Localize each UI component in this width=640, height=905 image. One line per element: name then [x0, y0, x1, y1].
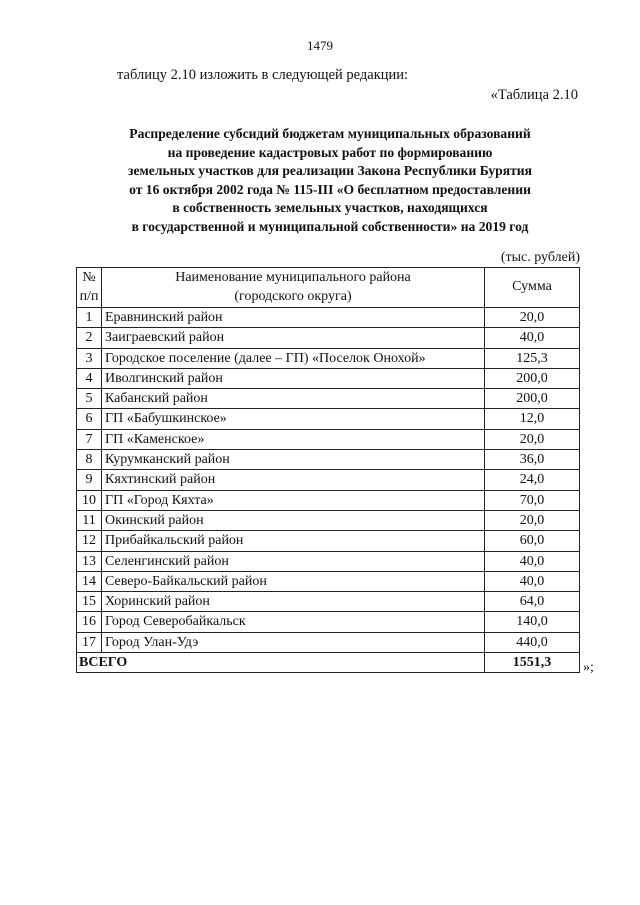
table-row — [77, 571, 580, 591]
row-sum: 70,0 — [485, 490, 580, 510]
row-number: 14 — [77, 571, 102, 591]
row-number: 5 — [77, 389, 102, 409]
row-number: 2 — [77, 328, 102, 348]
header-name-line1: Наименование муниципального района — [175, 270, 411, 285]
row-sum: 140,0 — [485, 612, 580, 632]
total-sum: 1551,3 — [485, 653, 580, 673]
row-sum: 24,0 — [485, 470, 580, 490]
table-row — [77, 450, 580, 470]
row-name: Заиграевский район — [102, 328, 485, 348]
intro-text: таблицу 2.10 изложить в следующей редакции: — [117, 67, 409, 83]
row-name: Хоринский район — [102, 592, 485, 612]
row-number: 4 — [77, 368, 102, 388]
row-sum: 440,0 — [485, 632, 580, 652]
row-sum: 12,0 — [485, 409, 580, 429]
header-number-line1: № — [82, 270, 96, 285]
table-reference: «Таблица 2.10 — [490, 87, 578, 103]
row-sum: 20,0 — [485, 510, 580, 530]
row-number: 3 — [77, 348, 102, 368]
table-row — [77, 389, 580, 409]
title-line: земельных участков для реализации Закона Республики Бурятия — [128, 163, 532, 179]
row-sum: 64,0 — [485, 592, 580, 612]
row-number: 13 — [77, 551, 102, 571]
total-label: ВСЕГО — [77, 653, 485, 673]
table-row — [77, 409, 580, 429]
row-sum: 40,0 — [485, 551, 580, 571]
title-line: от 16 октября 2002 года № 115-III «О бесплатном предоставлении — [129, 181, 531, 197]
row-sum: 200,0 — [485, 389, 580, 409]
row-name: Селенгинский район — [102, 551, 485, 571]
row-name: Прибайкальский район — [102, 531, 485, 551]
row-name: Город Северобайкальск — [102, 612, 485, 632]
row-number: 1 — [77, 308, 102, 328]
table-row — [77, 510, 580, 530]
table-row — [77, 592, 580, 612]
row-number: 7 — [77, 429, 102, 449]
row-sum: 36,0 — [485, 450, 580, 470]
table-row — [77, 632, 580, 652]
title-line: в собственность земельных участков, находящихся — [172, 200, 488, 216]
document-title — [80, 125, 580, 237]
table-header-row — [77, 268, 580, 308]
row-number: 11 — [77, 510, 102, 530]
table-row — [77, 328, 580, 348]
row-sum: 20,0 — [485, 429, 580, 449]
row-sum: 40,0 — [485, 571, 580, 591]
title-line: на проведение кадастровых работ по формированию — [167, 144, 493, 160]
table-row — [77, 470, 580, 490]
row-name: Кяхтинский район — [102, 470, 485, 490]
row-name: Городское поселение (далее – ГП) «Поселок Онохой» — [102, 348, 485, 368]
row-name: Курумканский район — [102, 450, 485, 470]
row-number: 8 — [77, 450, 102, 470]
closing-quote: »; — [583, 660, 594, 675]
table-row — [77, 531, 580, 551]
row-number: 17 — [77, 632, 102, 652]
subsidy-table — [76, 267, 580, 673]
table-row — [77, 490, 580, 510]
header-name-line2: (городского округа) — [234, 288, 352, 304]
row-number: 10 — [77, 490, 102, 510]
header-sum: Сумма — [485, 268, 580, 308]
row-number: 12 — [77, 531, 102, 551]
row-name: Иволгинский район — [102, 368, 485, 388]
row-number: 16 — [77, 612, 102, 632]
table-row — [77, 368, 580, 388]
row-number: 15 — [77, 592, 102, 612]
row-sum: 20,0 — [485, 308, 580, 328]
units-label: (тыс. рублей) — [500, 250, 580, 265]
row-sum: 60,0 — [485, 531, 580, 551]
row-sum: 200,0 — [485, 368, 580, 388]
row-name: Еравнинский район — [102, 308, 485, 328]
row-name: ГП «Город Кяхта» — [102, 490, 485, 510]
table-row — [77, 612, 580, 632]
row-name: ГП «Бабушкинское» — [102, 409, 485, 429]
table-row — [77, 551, 580, 571]
row-name: ГП «Каменское» — [102, 429, 485, 449]
table-row — [77, 348, 580, 368]
table-row — [77, 429, 580, 449]
table-total-row — [77, 653, 580, 673]
title-line: в государственной и муниципальной собственности» на 2019 год — [131, 218, 529, 234]
row-number: 6 — [77, 409, 102, 429]
table-row — [77, 308, 580, 328]
row-number: 9 — [77, 470, 102, 490]
header-name — [102, 268, 485, 308]
header-number-line2: п/п — [79, 288, 99, 304]
row-name: Окинский район — [102, 510, 485, 530]
row-name: Кабанский район — [102, 389, 485, 409]
row-name: Северо-Байкальский район — [102, 571, 485, 591]
header-number — [77, 268, 102, 308]
page-number: 1479 — [307, 38, 333, 53]
row-name: Город Улан-Удэ — [102, 632, 485, 652]
row-sum: 125,3 — [485, 348, 580, 368]
row-sum: 40,0 — [485, 328, 580, 348]
title-line: Распределение субсидий бюджетам муниципальных образований — [129, 126, 531, 141]
